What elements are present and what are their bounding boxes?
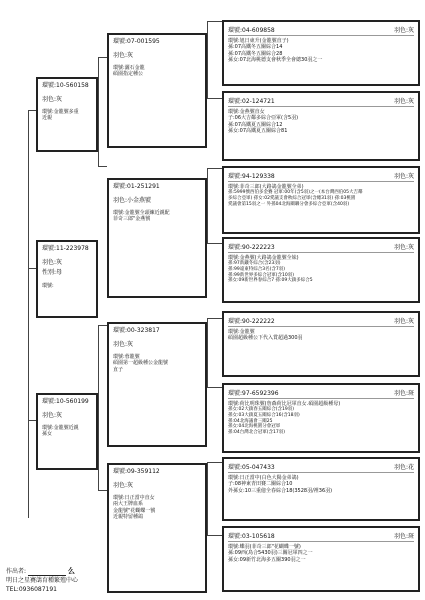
note-line: 環號:金龍號多重 (42, 109, 79, 115)
connector-c2c (207, 318, 208, 387)
ancestor-header (228, 316, 414, 327)
note-line: 環號: (42, 282, 54, 289)
note-line: 孫:99新世界多綜合冠軍(含10羽) (228, 272, 294, 278)
plumage-color: 羽色:灰 (42, 95, 63, 103)
breeding-center-name: 明日之星賽鴿育種繁殖中心 (6, 577, 79, 584)
note-line: 菲奇三郎"金燕號 (113, 216, 151, 223)
connector-c2a (207, 21, 208, 98)
connector-c1b-top (98, 325, 107, 326)
note-line: 碩園指定種公 (113, 71, 144, 78)
note-line: 孫:04北海議會三關25 (228, 418, 273, 424)
ring-number: 環號:04-609858 (228, 27, 275, 34)
plumage-color: 羽色:灰 (393, 98, 414, 105)
plumage-color: 羽色:小金燕號 (113, 196, 152, 204)
pedigree-box-ancestor-3 (222, 166, 420, 234)
note-title: 環號:金燕號(大路鴿金龍號全妹) (228, 255, 299, 261)
ring-number: 環號:02-124721 (228, 98, 275, 105)
note-line: 金龍號"花蝴蝶一號 (113, 507, 156, 514)
connector-c1a-bot (98, 166, 107, 167)
connector-c2b-bot (207, 243, 222, 244)
connector-c0-top (28, 110, 36, 111)
note-line: 孫女 (42, 431, 53, 438)
pedigree-box-subject (36, 240, 98, 318)
connector-c2b (207, 168, 208, 243)
connector-c1a (98, 57, 99, 166)
pedigree-box-ancestor-6 (222, 383, 420, 453)
pedigree-box-ancestor-8 (222, 526, 420, 592)
connector-c1b (98, 325, 99, 490)
ring-number: 環號:00-323817 (113, 327, 160, 334)
pedigree-box-ancestor-2 (222, 91, 420, 161)
pedigree-box-sire (36, 77, 98, 152)
pedigree-box-ancestor-1 (222, 20, 420, 86)
note-line: 環號:灑石金龍 (113, 65, 145, 71)
ring-number: 環號:11-223978 (42, 245, 89, 252)
sex-label: 性別:母 (42, 269, 63, 276)
connector-c0-mid (28, 268, 36, 269)
note-title: 環號:金燕號直女 (228, 109, 265, 115)
plumage-color: 羽色:灰 (113, 51, 134, 59)
plumage-color: 羽色:灰 (393, 173, 414, 180)
note-line: 孫:09西(鳥合5430羽)三關冠軍四之一 (228, 550, 313, 557)
note-title: 環號:旭日東升(金龍號直子) (228, 38, 289, 44)
note-line: 孫女:09新世界春綜合7 孫:09大鎮多綜合5 (228, 278, 313, 284)
plumage-color: 羽色:灰 (113, 340, 134, 348)
note-line: 近親 (42, 115, 53, 122)
note-line: 孫女:07北海桃德支會秋季全會總30羽之一 (228, 56, 323, 63)
connector-c1a-top (98, 57, 107, 58)
ancestor-header (228, 96, 414, 107)
note-title: 環號:荷比明珠號(詹森荷比冠軍直女.碩園超級種母) (228, 401, 341, 407)
note-line: 環號:金龍號近親 (42, 425, 79, 431)
note-line: 孫:07高鐵冬五關綜合14 (228, 44, 283, 51)
plumage-color: 羽色:斑 (393, 390, 414, 397)
ancestor-header (228, 388, 414, 399)
connector-c2d-top (207, 462, 222, 463)
note-line: 碩園超級種公下代入賞超過300羽 (228, 335, 303, 342)
note-line: 孫:97新鐵冬綜合(含23羽) (228, 261, 281, 267)
plumage-color: 羽色:灰 (393, 27, 414, 34)
connector-c2a-bot (207, 98, 222, 99)
pedigree-box-grandsire-1 (107, 33, 207, 148)
note-line: 子:08神東青田賽二關綜合10 (228, 481, 293, 488)
ring-number: 環號:01-251291 (113, 183, 160, 190)
connector-c2c-bot (207, 387, 222, 388)
plumage-color: 羽色:斑 (393, 533, 414, 540)
pedigree-box-ancestor-4 (222, 237, 420, 303)
pedigree-box-grandam-2 (107, 463, 207, 593)
note-line: 孫女:07高鐵夏五關綜合81 (228, 127, 288, 134)
note-line: 環號:日正當中直女 (113, 495, 155, 501)
ancestor-header (228, 462, 414, 473)
ring-number: 環號:90-222222 (228, 318, 275, 325)
plumage-color: 羽色:灰 (113, 481, 134, 489)
note-title: 環號:菲奇三郎(大路鴿金龍號全弟) (228, 184, 304, 190)
note-line: 愛議會第15羽之一 外孫04北海關聯分會多綜合亞軍(含40羽) (228, 201, 350, 207)
ancestor-header (228, 531, 414, 542)
note-line: 環號:蓉龍號 (113, 354, 140, 360)
note-line: 孫女:09新竹北海多五關390羽之一 (228, 556, 306, 563)
ring-number: 環號:90-222223 (228, 244, 275, 251)
ring-number: 環號:97-6592396 (228, 390, 279, 397)
ring-number: 環號:07-001595 (113, 38, 160, 45)
pedigree-box-grandam-1 (107, 178, 207, 298)
connector-c0 (28, 110, 29, 518)
pedigree-box-ancestor-7 (222, 457, 420, 521)
plumage-color: 羽色:灰 (42, 411, 63, 419)
connector-c2d (207, 462, 208, 535)
note-line: 孫:07高鐵冬五關綜合28 (228, 50, 283, 57)
ancestor-header (228, 171, 414, 182)
note-line: 近親特留種鴿 (113, 513, 144, 520)
connector-c2c-top (207, 318, 222, 319)
pedigree-box-dam (36, 393, 98, 470)
note-line: 外孫女:10三重億全春綜合18(3528羽/裡36羽) (228, 487, 333, 494)
ring-number: 環號:10-560158 (42, 82, 89, 89)
ring-number: 環號:03-105618 (228, 533, 275, 540)
ring-number: 環號:94-129338 (228, 173, 275, 180)
plumage-color: 羽色:灰 (393, 244, 414, 251)
note-title: 環號:日正當中(白色大陽金弟鴿) (228, 475, 299, 481)
ring-number: 環號:09-359112 (113, 468, 160, 475)
ring-number: 環號:05-047433 (228, 464, 275, 471)
note-line: 孫:99遠東特綜合3名(含7羽) (228, 266, 285, 272)
connector-c2a-top (207, 21, 222, 22)
note-line: 碩園第一超級種公金龍號 (113, 360, 169, 367)
note-line: 直子 (113, 366, 124, 373)
note-line: 多綜合亞軍) 孫女:02愛議支會秋綜合冠軍(含總31羽) 孫:03桃園 (228, 195, 356, 201)
author-suffix: 么 (67, 565, 75, 575)
plumage-color: 羽色:花 (393, 464, 414, 471)
connector-c0-bot (28, 420, 36, 421)
note-line: 兩大王牌血系 (113, 501, 144, 508)
ancestor-header (228, 25, 414, 36)
note-line: 孫:07高鐵夏五關綜合12 (228, 121, 283, 128)
connector-c2b-top (207, 168, 222, 169)
phone-number: TEL:0936087191 (6, 586, 57, 593)
connector-c1b-bot (98, 490, 107, 491)
author-label: 作出者: (6, 567, 27, 575)
footer (6, 566, 78, 595)
note-line: 環號:金龍號全頭練近親配 (113, 210, 170, 216)
pedigree-box-grandsire-2 (107, 322, 207, 447)
note-title: 環號:金龍號 (228, 329, 255, 335)
note-line: 孫:5999號西伯多金賽 冠軍:00年(含5羽)之一(本台灣西伯05大吉鄰 (228, 190, 363, 196)
ancestor-header (228, 242, 414, 253)
note-line: 孫女:02大鎮春五關綜合(含19羽) (228, 407, 294, 413)
connector-c2d-bot (207, 535, 222, 536)
note-line: 孫女:04北海桃園分會冠軍 (228, 424, 281, 430)
note-title: 環號:蝶羽(菲奇三郎"花蝴蝶一號) (228, 544, 301, 550)
ring-number: 環號:10-560199 (42, 398, 89, 405)
note-line: 孫:04台灣北合冠軍(含17羽) (228, 429, 285, 435)
note-line: 孫女:03大鎮夏五關綜合16(含18羽) (228, 412, 300, 418)
pedigree-box-ancestor-5 (222, 311, 420, 377)
plumage-color: 羽色:灰 (42, 258, 63, 266)
plumage-color: 羽色:灰 (393, 318, 414, 325)
note-line: 子:06大吉鄰多綜合亞軍(含5羽) (228, 115, 299, 122)
